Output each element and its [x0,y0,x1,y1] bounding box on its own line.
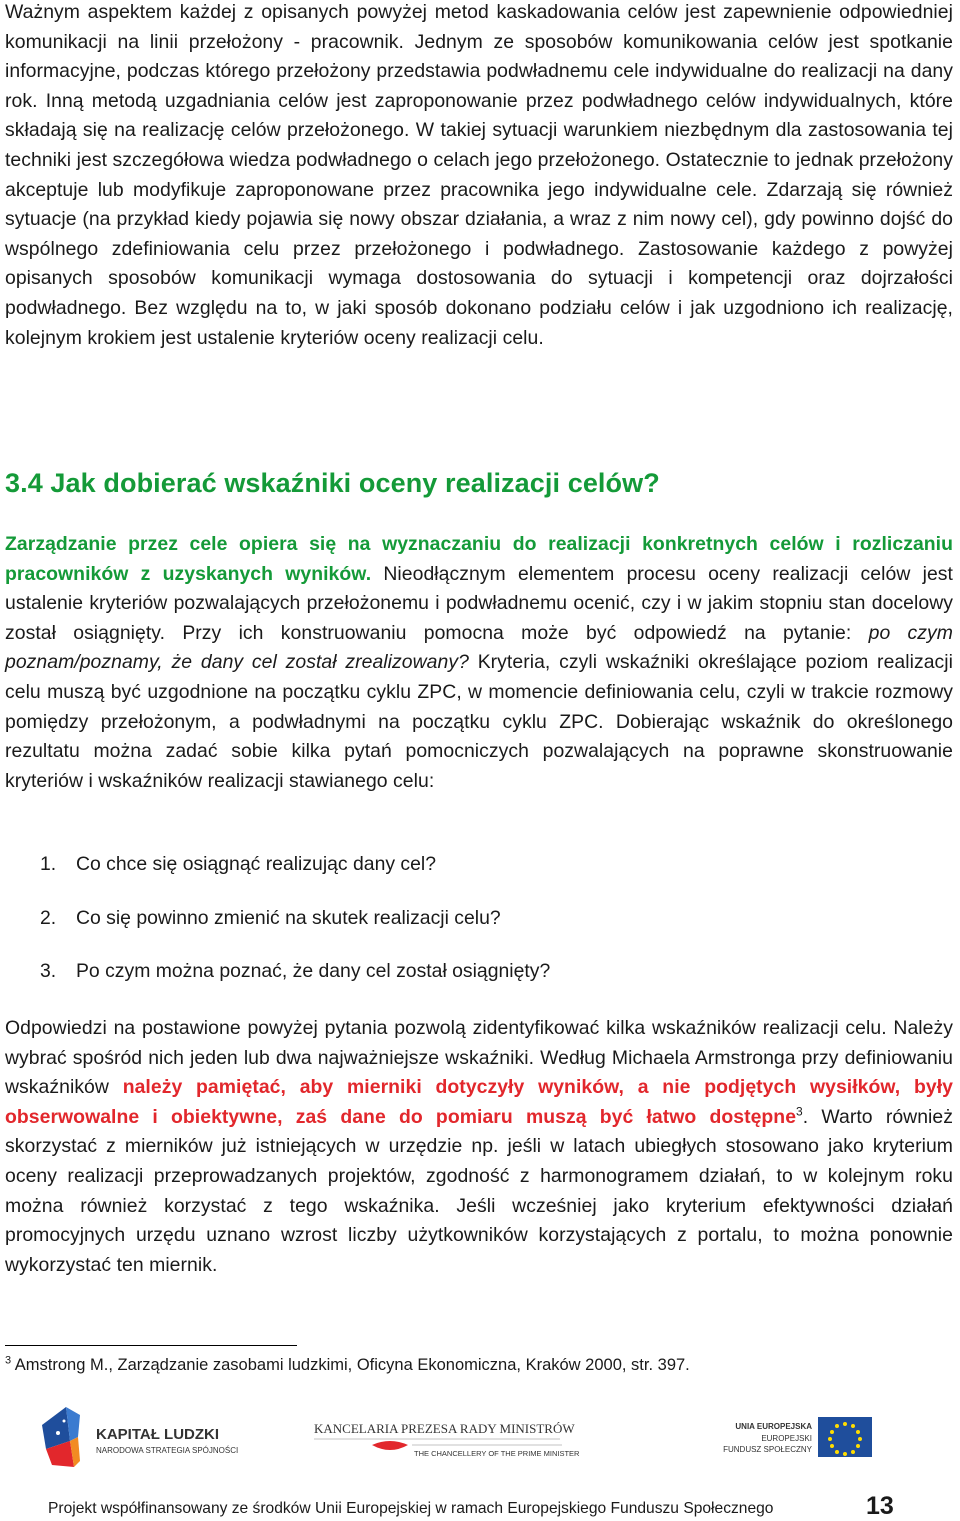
highlight-text: Zarządzanie przez cele opiera się na wyznaczaniu do realizacji konkretnych celów i rozliczaniu pracowników z uzyskanych wyników. [5,533,953,585]
footnote: $^3$ Amstrong M., Zarządzanie zasobami ludzkimi, Oficyna Ekonomiczna, Kraków 2000, str. 397. [5,1354,690,1374]
list-item: 3. Po czym można poznać, że dany cel został osiągnięty? [40,960,551,982]
footer-text: Projekt współfinansowany ze środków Unii Europejskiej w ramach Europejskiego Funduszu Społecznego [48,1500,774,1517]
eu-logo [710,1411,880,1471]
footnote-reference[interactable]: 3 [796,1104,803,1119]
svg-text:EUROPEJSKI: EUROPEJSKI [761,1434,812,1443]
closing-paragraph [5,1014,953,1280]
italic-question: po czym poznam/poznamy, że dany cel został zrealizowany? [5,621,953,674]
svg-text:FUNDUSZ SPOŁECZNY: FUNDUSZ SPOŁECZNY [723,1445,812,1454]
intro-paragraph: Ważnym aspektem każdej z opisanych powyżej metod kaskadowania celów jest zapewnienie odpowiedniej komunikacji na linii przełożony - pracownik. Jednym ze sposobów komunikowania celów jest spotkanie informacyjne, podczas którego przełożony przedstawia podwładnemu cele indywidualne do realizacji na dany rok. Inną metodą uzgadniania celów jest zaproponowanie przez podwładnego celów indywidualnych, które składają się na realizację celów przełożonego. W takiej sytuacji warunkiem niezbędnym dla zastosowania tej techniki jest szczegółowa wiedza podwładnego o celach jego przełożonego. Ostatecznie to jednak przełożony akceptuje lub modyfikuje zaproponowane przez pracownika jego indywidualne cele. Zdarzają się również sytuacje (na przykład kiedy pojawia się nowy obszar działania, a wraz z nim nowy cel), gdy powinno dojść do wspólnego zdefiniowania celu przez przełożonego i podwładnego. Zastosowanie każdego z powyżej opisanych sposobów komunikacji wymaga dostosowania do sytuacji i kompetencji oraz dojrzałości podwładnego. Bez względu na to, w jaki sposób dokonano podziału celów i jak uzgodniono ich realizację, kolejnym krokiem jest ustalenie kryteriów oceny realizacji celu. [5,1,953,349]
emphasis-text: należy pamiętać, aby mierniki dotyczyły wyników, a nie podjętych wysiłków, były obserwowalne i obiektywne, zaś dane do pomiaru muszą być łatwo dostępne [5,1076,953,1128]
paragraph-text: . Warto również skorzystać z mierników już istniejących w urzędzie np. jeśli w latach ubiegłych stosowano jako kryterium oceny realizacji przeprowadzanych projektów, zgodność z harmonogramem działań, to w kolejnym roku można również korzystać z tego wskaźnika. Jeśli wcześniej jako kryterium efektywności działań promocyjnych urzędu uznano wzrost liczby użytkowników korzystających z portalu, to można ponownie wykorzystać ten miernik. [5,1105,953,1276]
paragraph-text: Kryteria, czyli wskaźniki określające poziom realizacji celu muszą być uzgodnione na początku cyklu ZPC, w momencie definiowania celu, czyli w trakcie rozmowy pomiędzy przełożonym, a podwładnymi na początku cyklu ZPC. Dobierając wskaźnik do określonego rezultatu można zadać sobie kilka pytań pomocniczych pozwalających na poprawne skonstruowanie kryteriów i wskaźników realizacji stawianego celu: [5,651,953,792]
svg-text:UNIA EUROPEJSKA: UNIA EUROPEJSKA [735,1422,812,1431]
section-heading: 3.4 Jak dobierać wskaźniki oceny realizacji celów? [5,468,660,498]
section-paragraph [5,530,953,796]
paragraph-text: Nieodłącznym elementem procesu oceny realizacji celów jest ustalenie kryteriów pozwalających przełożonemu i podwładnemu ocenić, czy i w jakim stopniu stan docelowy został osiągnięty. Przy ich konstruowaniu pomocna może być odpowiedź na pytanie: [5,562,953,644]
svg-text:NARODOWA STRATEGIA SPÓJNOŚCI: NARODOWA STRATEGIA SPÓJNOŚCI [96,1446,239,1455]
svg-text:KAPITAŁ LUDZKI: KAPITAŁ LUDZKI [96,1426,220,1443]
page-number: 13 [866,1492,894,1520]
list-item: 2. Co się powinno zmienić na skutek realizacji celu? [40,907,501,929]
list-item: 1. Co chce się osiągnąć realizując dany cel? [40,853,437,875]
svg-text:KANCELARIA PREZESA RADY MINIST: KANCELARIA PREZESA RADY MINISTRÓW [314,1421,575,1436]
footnote-divider [5,1345,297,1346]
kprm-logo [312,1419,582,1463]
kapital-ludzki-logo [40,1405,260,1471]
svg-text:THE CHANCELLERY OF THE PRIME M: THE CHANCELLERY OF THE PRIME MINISTER [414,1449,580,1458]
paragraph-text: Odpowiedzi na postawione powyżej pytania pozwolą zidentyfikować kilka wskaźników realizacji celu. Należy wybrać spośród nich jeden lub dwa najważniejsze wskaźniki. Według Michaela Armstronga przy definiowaniu wskaźników [5,1017,953,1099]
logo-bar [0,1405,960,1485]
